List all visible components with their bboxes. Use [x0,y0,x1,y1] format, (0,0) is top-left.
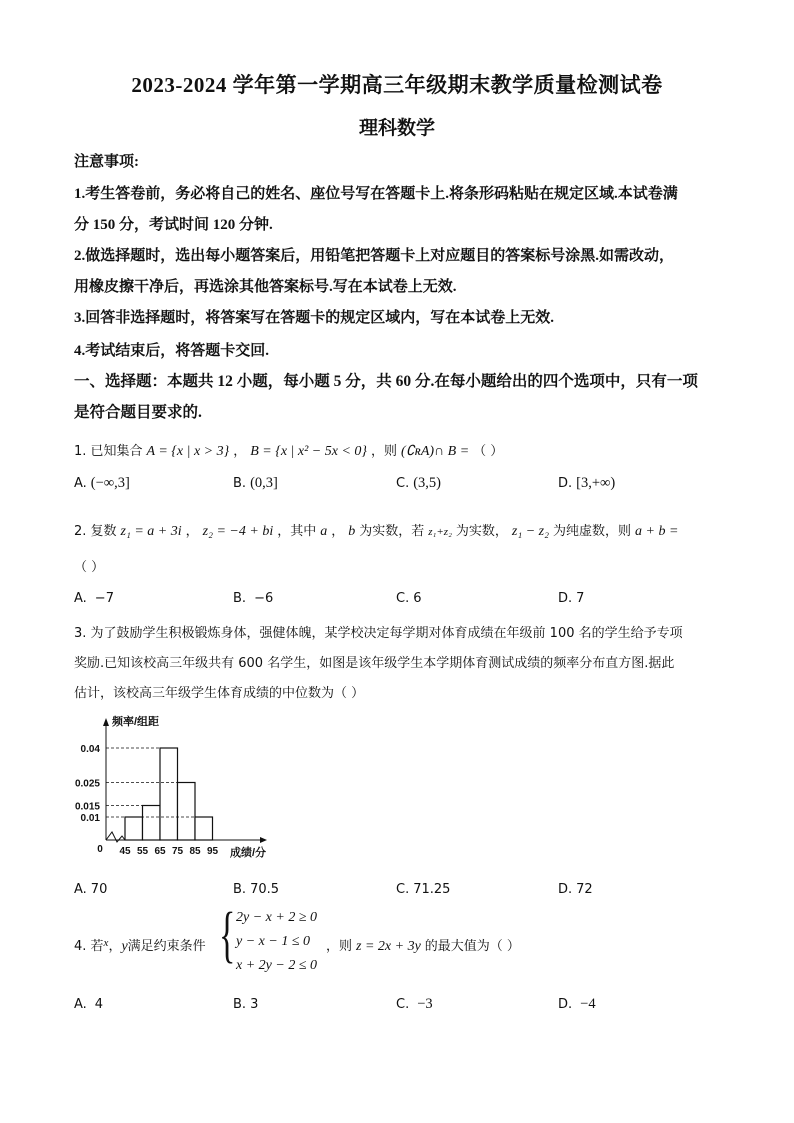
q4-option-d [558,995,596,1013]
option-value: 4 [94,997,104,1012]
q2-z2: z₂ = −4 + bi [202,524,274,539]
option-label: D. [558,882,573,897]
y-axis-title: 频率/组距 [112,716,160,728]
q2-sep2: ，其中 [277,524,317,539]
y-tick-label: 0.025 [74,778,100,790]
q3-option-b [233,880,279,898]
q2-sum: z₁+z₂ [428,526,452,538]
option-label: D. [558,591,573,606]
y-tick-label: 0.015 [74,801,100,813]
y-axis-arrow [103,718,109,726]
constraint-1: 2y − x + 2 ≥ 0 [236,910,318,925]
option-value: −7 [94,591,114,606]
q4-stem-left [74,935,206,955]
q3-line-2: 奖励.已知该校高三年级共有 600 名学生，如图是该年级学生本学期体育测试成绩的频率分布直方图.据此 [74,656,675,671]
q3-line-1: 3. 为了鼓励学生积极锻炼身体，强健体魄，某学校决定每学期对体育成绩在年级前 100 名的学生给予专项 [74,626,683,641]
x-tick-label: 55 [136,846,149,857]
option-label: A. [74,591,87,606]
constraint-3: x + 2y − 2 ≤ 0 [236,958,318,973]
q4-after: ，则 [326,939,353,954]
q2-mid2: 为实数， [455,524,508,539]
q2-var-b: b [348,524,356,539]
option-label: B. [233,591,247,606]
option-label: C. [396,476,410,491]
question-2-stem [74,520,678,540]
option-value: −4 [580,996,596,1012]
note-line-4: 用橡皮擦干净后，再选涂其他答案标号.写在本试卷上无效. [74,279,457,295]
q1-option-c [396,474,441,492]
q1-option-b [233,474,278,492]
q2-prefix: 2. 复数 [74,524,117,539]
x-tick-label: 95 [206,846,219,857]
note-line-6: 4.考试结束后，将答题卡交回. [74,343,270,359]
q1-expression: (∁ʀA)∩ B = [401,444,470,459]
section-heading-line-2: 是符合题目要求的. [74,404,202,421]
option-label: B. [233,997,247,1012]
q2-option-a [74,589,114,607]
page-title: 2023-2024 学年第一学期高三年级期末教学质量检测试卷 [131,73,663,97]
q2-var-a: a [320,524,328,539]
option-value: [3,+∞) [576,475,616,491]
q4-sep: ， [108,939,122,954]
option-value: −3 [417,996,433,1012]
option-value: (−∞,3] [90,475,130,491]
y-tick-label: 0.04 [80,744,100,755]
q2-mid3: 为纯虚数，则 [553,524,632,539]
q3-option-d [558,880,593,898]
x-axis-title: 成绩/分 [230,847,267,859]
q4-stem-right [326,935,520,955]
histogram-bar [125,817,143,840]
q1-set-a: A = {x | x > 3} [146,444,230,459]
q1-set-b: B = {x | x² − 5x < 0} [250,444,368,459]
q3-line-3: 估计，该校高三年级学生体育成绩的中位数为（ ） [74,686,365,701]
histogram-bar [143,806,161,841]
option-value: 3 [250,997,259,1012]
option-value: (0,3] [250,475,278,491]
y-tick-label: 0.01 [80,813,100,824]
x-tick-label: 85 [189,846,201,857]
q3-option-c [396,880,450,898]
notes-heading: 注意事项: [74,154,139,170]
q2-option-b [233,589,273,607]
constraint-2: y − x − 1 ≤ 0 [236,934,311,949]
option-value: −6 [254,591,274,606]
option-label: C. [396,591,410,606]
q4-tail: 的最大值为（ ） [424,939,520,954]
q4-objective: z = 2x + 3y [356,939,421,954]
note-line-2: 分 150 分，考试时间 120 分钟. [74,217,273,233]
q1-mid: ，则 [371,444,398,459]
option-label: C. [396,882,410,897]
histogram-bar [195,817,213,840]
option-value: 70.5 [250,882,280,897]
q4-var-y: y [121,939,128,954]
note-line-1: 1.考生答卷前，务必将自己的姓名、座位号写在答题卡上.将条形码粘贴在规定区域.本试卷满 [74,186,678,202]
option-label: A. [74,476,87,491]
q2-sep1: ， [185,524,199,539]
option-value: 72 [576,882,593,897]
origin-label: 0 [97,844,103,855]
x-tick-label: 65 [154,846,166,857]
x-axis-arrow [260,837,267,843]
x-tick-label: 45 [119,846,131,857]
q2-answer-paren: （ ） [74,560,105,575]
q4-option-c [396,995,433,1013]
option-value: 6 [413,591,422,606]
q4-mid: 满足约束条件 [127,939,206,954]
option-label: B. [233,882,247,897]
note-line-5: 3.回答非选择题时，将答案写在答题卡的规定区域内，写在本试卷上无效. [74,310,555,326]
q4-var-x: x [103,937,109,949]
q4-option-b [233,995,258,1013]
page-subtitle: 理科数学 [358,118,435,139]
option-value: 70 [90,882,108,897]
q2-diff: z₁ − z₂ [511,524,549,539]
q2-z1: z₁ = a + 3i [120,524,182,539]
option-label: A. [74,882,87,897]
section-heading-line-1: 一、选择题：本题共 12 小题，每小题 5 分，共 60 分.在每小题给出的四个选项中，只有一项 [74,373,698,390]
q1-prefix: 1. 已知集合 [74,444,143,459]
option-label: B. [233,476,247,491]
option-label: D. [558,476,573,491]
q4-prefix: 4. 若 [74,939,104,954]
q3-option-a [74,880,107,898]
q1-comma: ， [233,444,247,459]
q2-mid1: 为实数，若 [359,524,425,539]
q2-option-c [396,589,422,607]
note-line-3: 2.做选择题时，选出每小题答案后，用铅笔把答题卡上对应题目的答案标号涂黑.如需改动， [74,248,675,264]
q1-answer-paren: （ ） [473,444,504,459]
option-label: C. [396,997,410,1012]
frequency-histogram [70,712,290,864]
option-value: (3,5) [413,475,442,491]
option-value: 71.25 [413,882,451,897]
histogram-bar [160,748,178,840]
constraint-brace: { [219,901,236,969]
x-tick-label: 75 [171,846,184,857]
option-label: A. [74,997,87,1012]
option-value: 7 [576,591,585,606]
q1-option-d [558,474,615,492]
histogram-bar [178,783,196,841]
question-1-stem [74,440,503,460]
q4-option-a [74,995,103,1013]
q1-option-a [74,474,130,492]
q2-a-plus-b: a + b = [635,524,679,539]
q2-option-d [558,589,584,607]
q2-sep3: ， [331,524,345,539]
option-label: D. [558,997,573,1012]
